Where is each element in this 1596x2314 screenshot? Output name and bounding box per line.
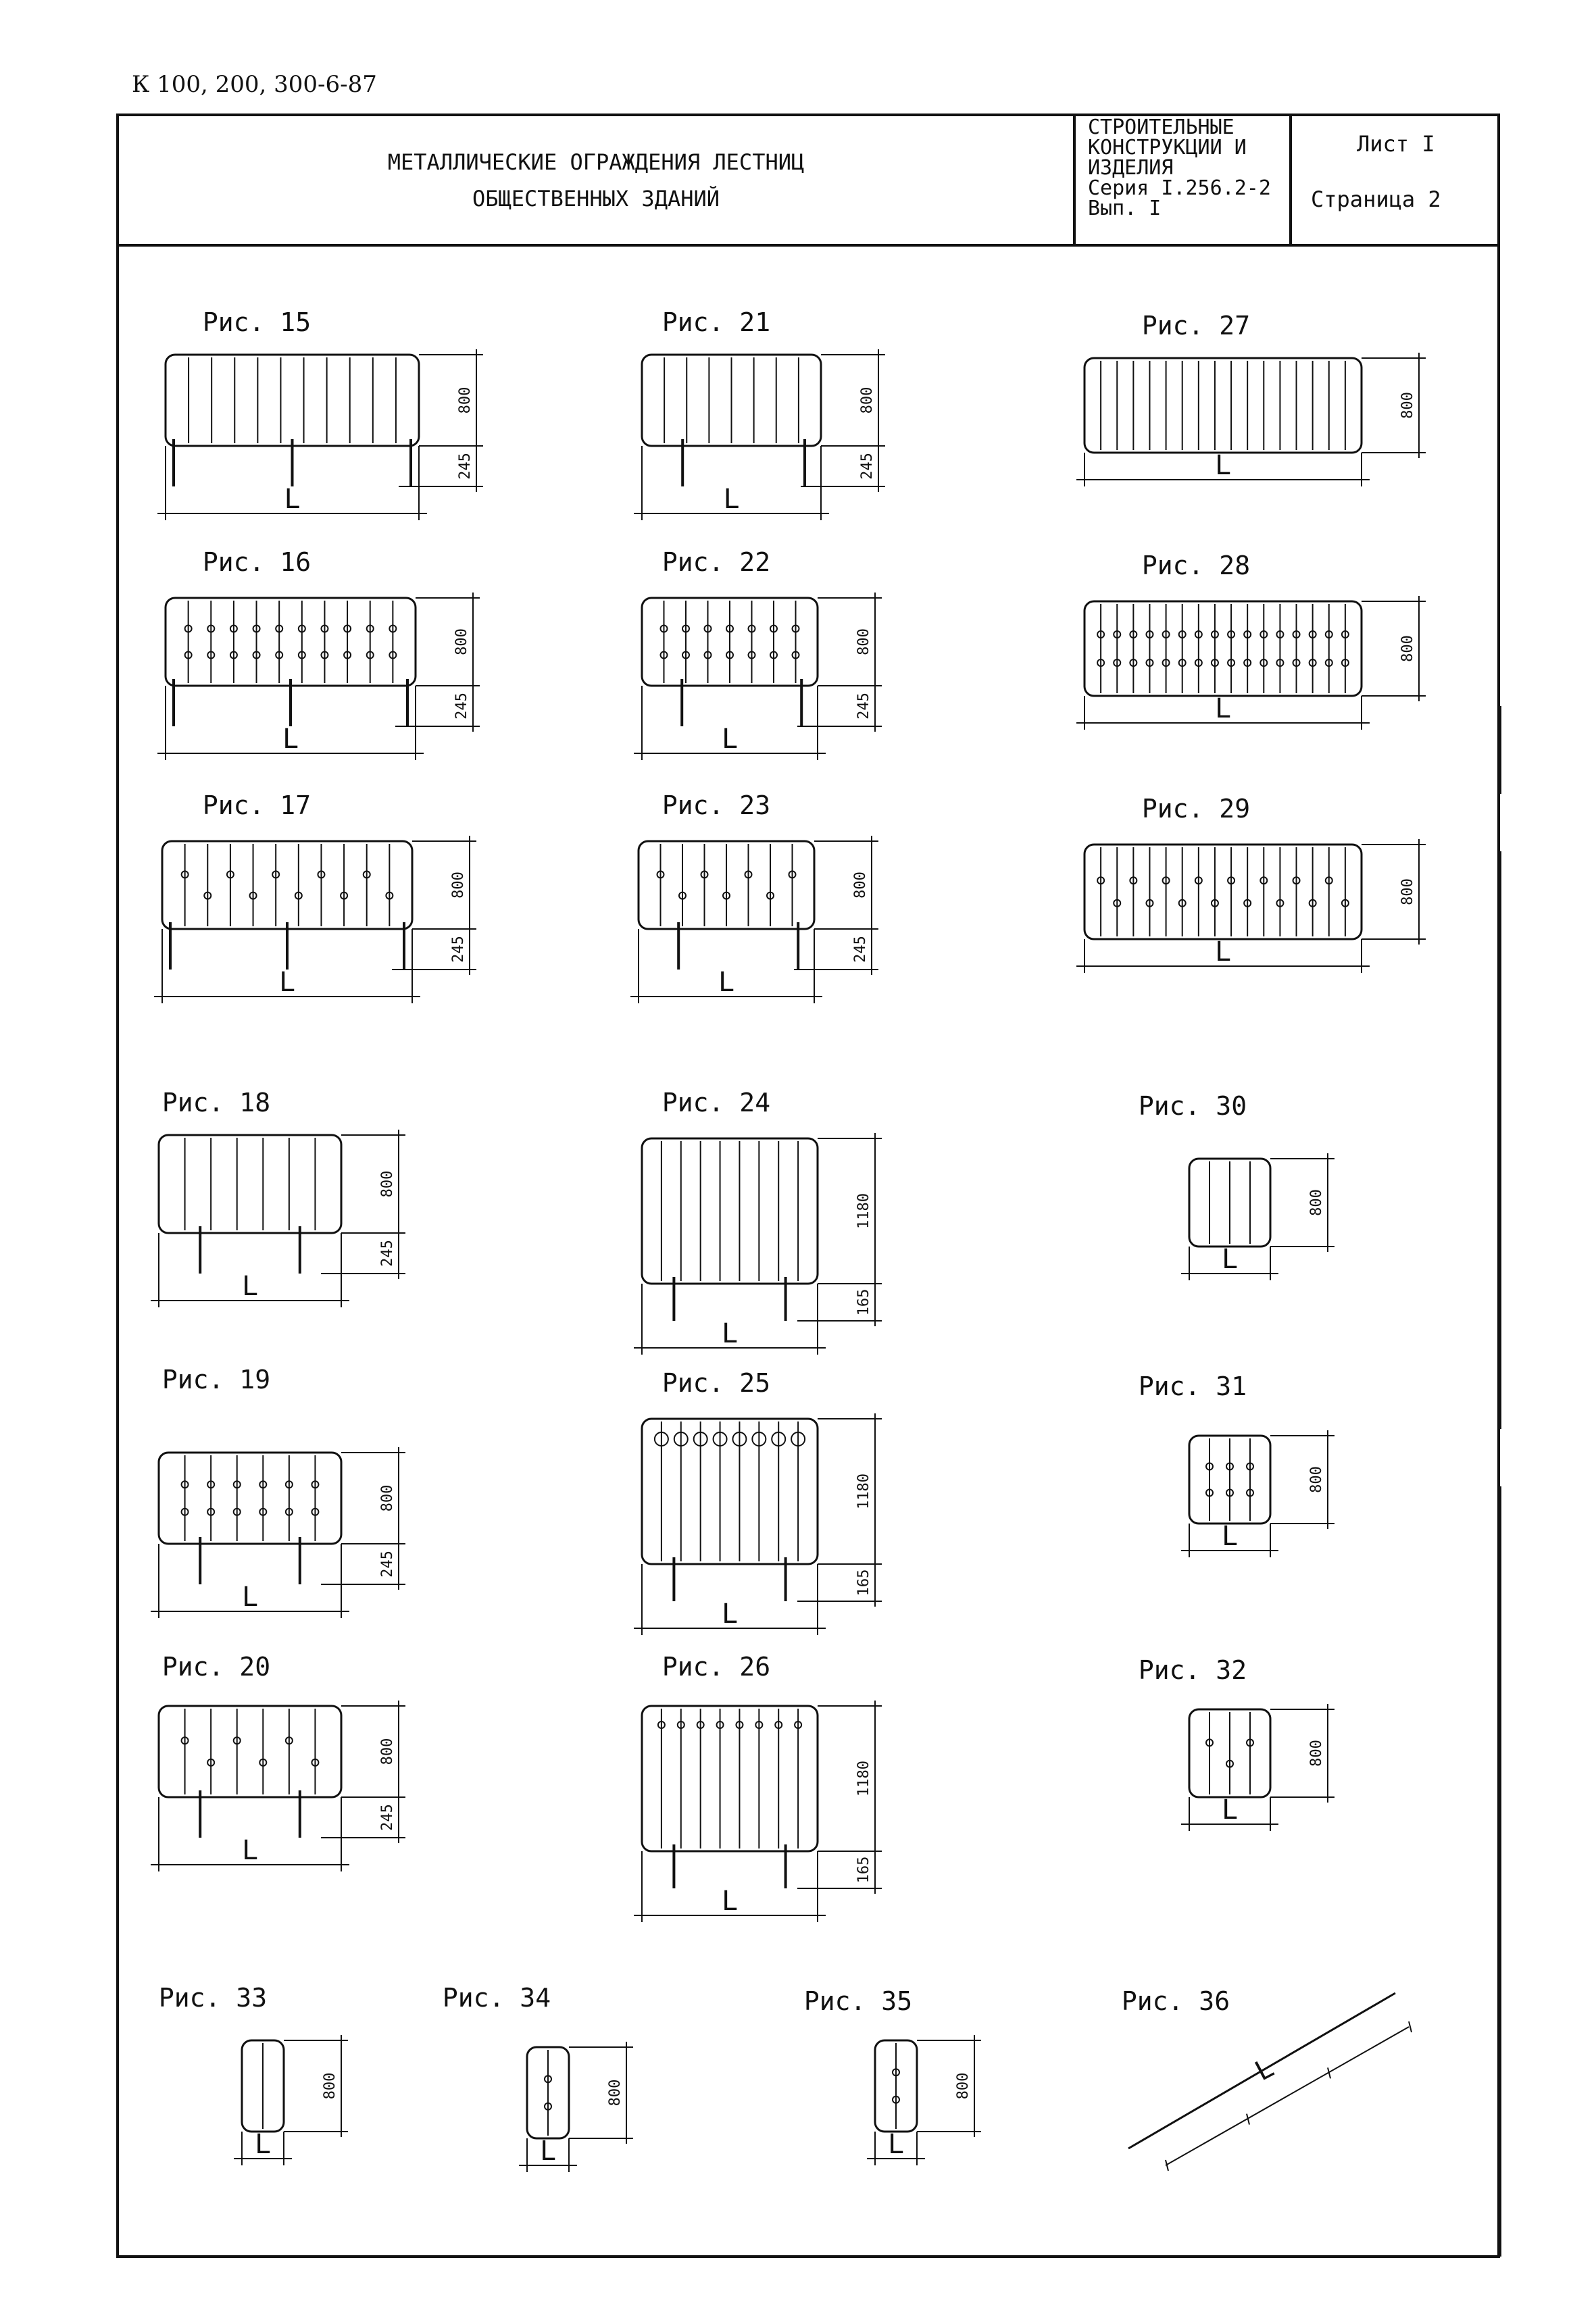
railing-panel xyxy=(159,1453,341,1544)
height-label: 1180 xyxy=(855,1474,872,1509)
height-label: 800 xyxy=(1399,392,1416,419)
foot-label: 245 xyxy=(859,453,876,480)
height-label: 800 xyxy=(1308,1466,1325,1493)
length-label: L xyxy=(721,1886,739,1917)
figure-label: Рис. 35 xyxy=(803,1986,913,2016)
length-label: L xyxy=(241,1835,259,1866)
figure-15 xyxy=(157,307,483,520)
figure-31 xyxy=(634,1652,882,1922)
figure-17 xyxy=(1076,311,1426,486)
figure-label: Рис. 24 xyxy=(662,1088,771,1117)
length-label: L xyxy=(1221,1244,1239,1275)
figure-label: Рис. 33 xyxy=(158,1983,268,2013)
figure-34 xyxy=(443,1983,633,2172)
figure-label: Рис. 17 xyxy=(202,790,311,820)
height-label: 800 xyxy=(859,386,876,414)
figure-label: Рис. 32 xyxy=(1138,1655,1247,1685)
foot-label: 245 xyxy=(379,1551,396,1578)
height-label: 800 xyxy=(955,2072,972,2100)
figure-label: Рис. 31 xyxy=(1138,1372,1247,1401)
slope-dimension-line xyxy=(1166,2027,1409,2165)
figure-label: Рис. 23 xyxy=(662,790,771,820)
length-label: L xyxy=(539,2136,557,2167)
figure-16 xyxy=(634,307,885,520)
length-label: L xyxy=(278,967,296,998)
figure-21 xyxy=(154,790,476,1003)
foot-label: 245 xyxy=(453,693,470,720)
series-line: СТРОИТЕЛЬНЫЕ xyxy=(1088,116,1235,139)
figure-label: Рис. 30 xyxy=(1138,1091,1247,1121)
length-label: L xyxy=(284,484,301,515)
figure-25 xyxy=(634,1088,882,1355)
height-label: 800 xyxy=(1399,878,1416,905)
railing-panel xyxy=(1084,601,1362,696)
height-label: 800 xyxy=(379,1738,396,1765)
figure-label: Рис. 21 xyxy=(662,307,771,337)
figure-33 xyxy=(159,1983,348,2165)
railing-panel xyxy=(166,598,416,686)
length-label: L xyxy=(887,2129,905,2160)
figure-label: Рис. 26 xyxy=(662,1652,771,1682)
length-label: L xyxy=(721,1599,739,1630)
railing-panel xyxy=(642,1138,818,1284)
railing-panel xyxy=(166,355,419,446)
figure-20 xyxy=(1076,551,1426,730)
figure-label: Рис. 36 xyxy=(1121,1986,1230,2016)
height-label: 800 xyxy=(607,2079,624,2107)
height-label: 800 xyxy=(1308,1189,1325,1216)
figure-label: Рис. 29 xyxy=(1141,794,1251,824)
height-label: 800 xyxy=(457,386,474,414)
length-label: L xyxy=(1214,693,1232,724)
foot-label: 245 xyxy=(379,1240,396,1267)
series-line: Вып. I xyxy=(1088,197,1162,220)
foot-label: 245 xyxy=(457,453,474,480)
railing-panel xyxy=(1084,845,1362,939)
railing-panel xyxy=(159,1706,341,1797)
height-label: 800 xyxy=(379,1170,396,1198)
foot-label: 245 xyxy=(855,693,872,720)
height-label: 800 xyxy=(1399,635,1416,662)
figure-label: Рис. 20 xyxy=(161,1652,271,1682)
height-label: 800 xyxy=(322,2072,339,2100)
figure-label: Рис. 28 xyxy=(1141,551,1251,580)
railing-panel xyxy=(162,841,412,929)
title-line-2: ОБЩЕСТВЕННЫХ ЗДАНИЙ xyxy=(472,185,720,211)
series-line: Серия I.256.2-2 xyxy=(1088,176,1271,200)
figure-26 xyxy=(1139,1091,1335,1280)
length-label: L xyxy=(241,1582,259,1613)
length-label: L xyxy=(723,484,740,515)
railing-panel xyxy=(159,1135,341,1233)
figure-23 xyxy=(1076,794,1426,973)
length-label: L xyxy=(721,724,739,755)
length-label: L xyxy=(1214,450,1232,481)
figure-24 xyxy=(151,1088,405,1307)
document-code: К 100, 200, 300-6-87 xyxy=(132,71,377,98)
figure-29 xyxy=(1139,1372,1335,1557)
length-label: L xyxy=(721,1318,739,1349)
length-label: L xyxy=(1221,1794,1239,1826)
foot-label: 245 xyxy=(450,936,467,963)
figure-19 xyxy=(634,547,882,760)
railing-panel xyxy=(642,1706,818,1851)
length-label: L xyxy=(254,2129,272,2160)
figure-label: Рис. 34 xyxy=(442,1983,551,2013)
length-label: L xyxy=(718,967,735,998)
figure-22 xyxy=(630,790,878,1003)
figure-label: Рис. 15 xyxy=(202,307,311,337)
figure-27 xyxy=(151,1365,405,1618)
height-label: 800 xyxy=(450,872,467,899)
height-label: 1180 xyxy=(855,1193,872,1229)
tick xyxy=(1409,2021,1412,2032)
foot-label: 165 xyxy=(855,1856,872,1884)
height-label: 1180 xyxy=(855,1761,872,1796)
series-line: ИЗДЕЛИЯ xyxy=(1088,156,1174,180)
foot-label: 165 xyxy=(855,1288,872,1316)
height-label: 800 xyxy=(855,628,872,655)
figure-label: Рис. 18 xyxy=(161,1088,271,1117)
railing-panel xyxy=(1084,358,1362,453)
page-number: Страница 2 xyxy=(1311,186,1441,212)
figure-32 xyxy=(1139,1655,1335,1831)
length-label: L xyxy=(282,724,299,755)
figure-36 xyxy=(1122,1986,1412,2171)
figure-label: Рис. 22 xyxy=(662,547,771,577)
foot-label: 245 xyxy=(379,1804,396,1831)
series-line: КОНСТРУКЦИИ И xyxy=(1088,136,1247,159)
foot-label: 245 xyxy=(852,936,869,963)
figure-18 xyxy=(157,547,480,760)
height-label: 800 xyxy=(453,628,470,655)
figure-30 xyxy=(151,1652,405,1871)
sheet-number: Лист I xyxy=(1357,131,1435,157)
height-label: 800 xyxy=(379,1484,396,1512)
height-label: 800 xyxy=(1308,1740,1325,1767)
figure-label: Рис. 16 xyxy=(202,547,311,577)
height-label: 800 xyxy=(852,872,869,899)
length-label: L xyxy=(1249,2052,1279,2088)
length-label: L xyxy=(241,1271,259,1302)
figure-35 xyxy=(804,1986,981,2165)
figure-label: Рис. 27 xyxy=(1141,311,1251,341)
length-label: L xyxy=(1214,936,1232,967)
title-line-1: МЕТАЛЛИЧЕСКИЕ ОГРАЖДЕНИЯ ЛЕСТНИЦ xyxy=(387,149,805,175)
figure-label: Рис. 25 xyxy=(662,1368,771,1398)
figure-28 xyxy=(634,1368,882,1635)
figure-label: Рис. 19 xyxy=(161,1365,271,1394)
foot-label: 165 xyxy=(855,1569,872,1596)
length-label: L xyxy=(1221,1521,1239,1552)
